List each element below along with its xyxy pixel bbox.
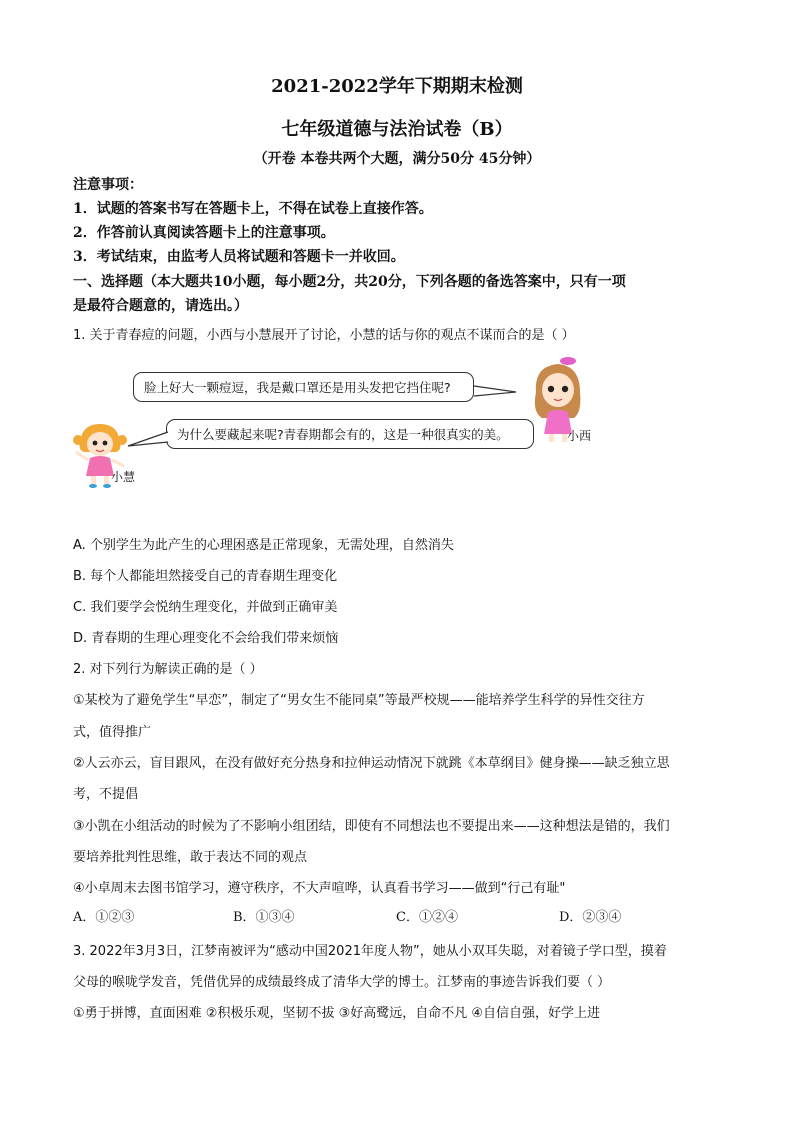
q1-stem: 1. 关于青春痘的问题，小西与小慧展开了讨论，小慧的话与你的观点不谋而合的是（ ）	[73, 328, 575, 343]
q1-option-d: D. 青春期的生理心理变化不会给我们带来烦恼	[73, 631, 339, 646]
bubble-tail-left	[126, 428, 170, 452]
q2-option-b: B．①③④	[233, 910, 295, 925]
q2-line-6: 要培养批判性思维，敢于表达不同的观点	[73, 850, 308, 865]
q2-options	[73, 906, 733, 926]
speech-bubble-xixi: 脸上好大一颗痘逗，我是戴口罩还是用头发把它挡住呢?	[133, 372, 474, 402]
exam-info: （开卷 本卷共两个大题，满分50分 45分钟）	[253, 151, 541, 167]
q2-line-1: ①某校为了避免学生“早恋”，制定了“男女生不能同桌”等最严校规——能培养学生科学的异性交往方	[73, 693, 645, 708]
exam-title: 2021-2022学年下期期末检测	[271, 76, 523, 97]
q2-line-3: ②人云亦云，盲目跟风，在没有做好充分热身和拉伸运动情况下就跳《本草纲目》健身操——缺乏独立思	[73, 756, 670, 771]
notes-item-1: 1．试题的答案书写在答题卡上，不得在试卷上直接作答。	[73, 201, 433, 217]
section-heading-line1: 一、选择题（本大题共10小题，每小题2分，共20分，下列各题的备选答案中，只有一项	[73, 274, 626, 290]
q3-stem-line1: 3. 2022年3月3日，江梦南被评为“感动中国2021年度人物”，她从小双耳失聪，对着镜子学口型，摸着	[73, 944, 667, 959]
notes-item-2: 2．作答前认真阅读答题卡上的注意事项。	[73, 225, 335, 241]
notes-item-3: 3．考试结束，由监考人员将试题和答题卡一并收回。	[73, 249, 405, 265]
q2-stem: 2. 对下列行为解读正确的是（ ）	[73, 662, 263, 677]
q2-option-a: A．①②③	[73, 910, 135, 925]
exam-subtitle: 七年级道德与法治试卷（B）	[281, 119, 513, 140]
q1-option-a: A. 个别学生为此产生的心理困惑是正常现象，无需处理，自然消失	[73, 538, 454, 553]
q2-line-7: ④小卓周末去图书馆学习，遵守秩序，不大声喧哗，认真看书学习——做到“行己有耻"	[73, 881, 566, 896]
q3-stem-line2: 父母的喉咙学发音，凭借优异的成绩最终成了清华大学的博士。江梦南的事迹告诉我们要（ ）	[73, 975, 611, 990]
name-label-xixi: 小西	[567, 429, 592, 443]
q2-option-d: D．②③④	[559, 910, 622, 925]
q2-line-5: ③小凯在小组活动的时候为了不影响小组团结，即使有不同想法也不要提出来——这种想法是错的，我们	[73, 819, 670, 834]
q3-items: ①勇于拼博，直面困难 ②积极乐观，坚韧不拔 ③好高鹭远，自命不凡 ④自信自强，好学上进	[73, 1006, 601, 1021]
section-heading-line2: 是最符合题意的，请选出。）	[73, 298, 248, 314]
q2-line-2: 式，值得推广	[73, 725, 152, 740]
bubble-tail-right	[470, 382, 520, 404]
notes-heading: 注意事项：	[73, 177, 143, 193]
speech-bubble-xiaohui: 为什么要藏起来呢?青春期都会有的，这是一种很真实的美。	[166, 419, 534, 449]
q1-option-b: B. 每个人都能坦然接受自己的青春期生理变化	[73, 569, 338, 584]
q2-line-4: 考，不提倡	[73, 787, 139, 802]
name-label-xiaohui: 小慧	[111, 470, 136, 484]
q1-option-c: C. 我们要学会悦纳生理变化，并做到正确审美	[73, 600, 338, 615]
q2-option-c: C．①②④	[396, 910, 458, 925]
